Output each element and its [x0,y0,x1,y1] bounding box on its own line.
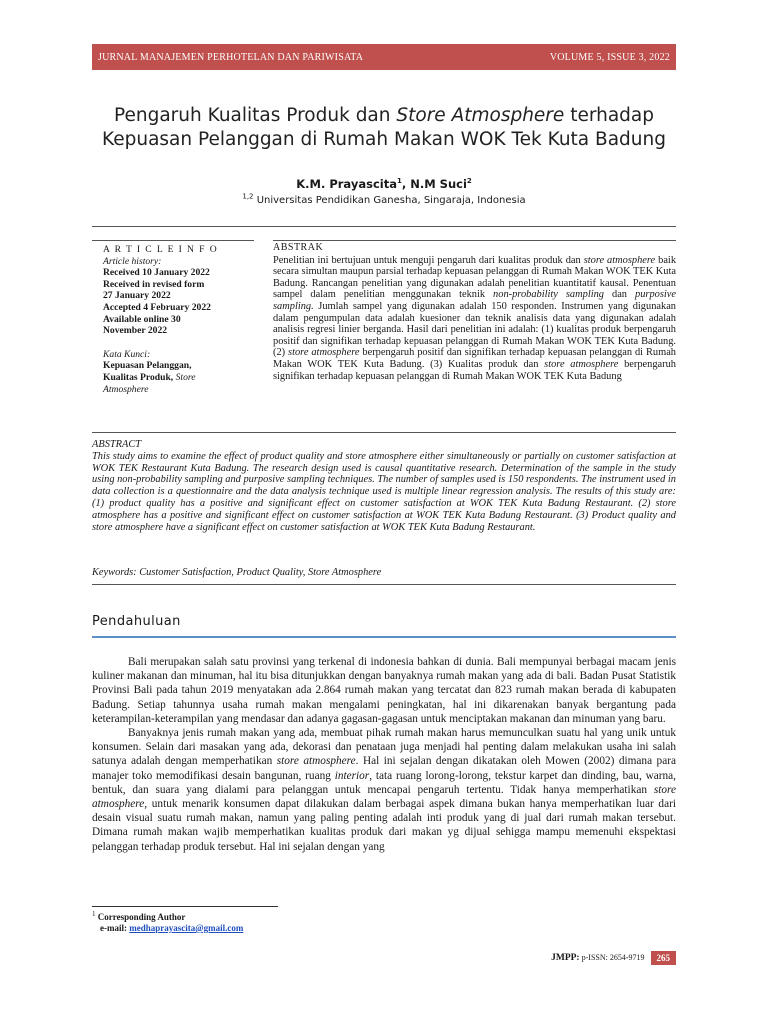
abstract-text: This study aims to examine the effect of product quality and store atmosphere either simultaneously or partially on customer satisfaction at WOK TEK Restaurant Kuta Badung. The research design used is causal quantitative research. Determination of the sample in the study using non-probability sampling and purposive sampling techniques. The number of samples used is 150 respondents. The instrument used in data collection is a questionnaire and the data analysis technique used is multiple linear regression analysis. The results of this study are: (1) product quality has a positive and significant effect on customer satisfaction at WOK TEK Kuta Badung Restaurant. (2) store atmosphere has a positive and significant effect on customer satisfaction at WOK TEK Kuta Badung Restaurant. (3) Product quality and store atmosphere have a significant effect on customer satisfaction at WOK TEK Kuta Badung Restaurant. [92,450,676,533]
abstract-heading: ABSTRACT [92,439,142,450]
article-info: A R T I C L E I N F O Article history: Received 10 January 2022 Received in revised form 27 January 2022 Accepted 4 February 2022 Available online 30 November 2022 Kata Kunci: Kepuasan Pelanggan, Kualitas Produk, Store Atmosphere [103,244,253,395]
author-list: K.M. Prayascita$^1$, N.M Suci$^2$ [296,177,472,191]
page-number: 265 [651,951,677,965]
abstrak-heading: ABSTRAK [273,242,324,253]
section-title: Pendahuluan [92,614,181,629]
divider-top [92,226,676,227]
footer-journal: JMPP: [551,953,580,963]
paper-title [92,104,676,152]
abstrak-block [273,242,676,382]
journal-name: JURNAL MANAJEMEN PERHOTELAN DAN PARIWISATA [98,51,364,63]
journal-volume: VOLUME 5, ISSUE 3, 2022 [549,51,670,63]
paragraph-1: Bali merupakan salah satu provinsi yang terkenal di indonesia bahkan di dunia. Bali mempunyai berbagai macam jenis kuliner makanan dan minuman, hal itu bisa ditunjukkan dengan banyaknya rumah makan yang ada di bali. Badan Pusat Statistik Provinsi Bali pada tahun 2019 menyatakan ada 2.864 rumah makan yang tercatat dan 823 rumah makan berada di kabupaten Badung. Setiap tahunnya usaha rumah makan mengalami peningkatan, hal ini dikarenakan banyak bergantung pada keterampilan-keterampilan yang mendasar dan adanya gagasan-gagasan untuk menciptakan makanan dan minuman yang baru. [92,656,676,725]
footnote-rule [92,906,278,907]
journal-header-band [92,44,676,70]
divider-info [92,240,254,241]
author-2: N.M Suci [410,177,467,191]
author-1: K.M. Prayascita [296,177,397,191]
keywords: Keywords: Customer Satisfaction, Product Quality, Store Atmosphere [92,567,382,578]
email-link[interactable]: medhaprayascita@gmail.com [129,923,244,933]
paragraph-2: Banyaknya jenis rumah makan yang ada, membuat pihak rumah makan harus memunculkan suatu hal yang unik untuk konsumen. Selain dari masakan yang ada, dekorasi dan penataan juga menjadi hal penting dalam melakukan usaha ini salah satunya adalah dengan memperhatikan store atmosphere. Hal ini sejalan dengan dikatakan oleh Mowen (2002) dimana para manajer toko memodifikasi desain bangunan, ruang interior, tata ruang lorong-lorong, tekstur karpet dan dinding, bau, warna, bentuk, dan suara yang dialami para pelanggan untuk mencapai pengaruh tertentu. Tidak hanya memperhatikan store atmosphere, untuk menarik konsumen dapat dilakukan dalam berbagai aspek dimana bukan hanya memperhatikan luar dari desain visual suatu rumah makan, namun yang paling penting adalah inti produk yang di jual dari rumah makan tersebut. Dimana rumah makan wajib memperhatikan kualitas produk dari makan yg dijual sehigga mampu memenuhi ekspektasi pelanggan terhadap produk tersebut. Hal ini sejalan dengan yang [92,727,676,853]
article-info-heading: A R T I C L E I N F O [103,244,219,255]
kata-kunci-label: Kata Kunci: [103,348,151,360]
abstrak-text: Penelitian ini bertujuan untuk menguji pengaruh dari kualitas produk dan store atmosphere baik secara simultan maupun parsial terhadap kepuasan pelanggan di Rumah Makan WOK TEK Kuta Badung. Rancangan penelitian yang digunakan adalah penelitian kuantitatif kausal. Penentuan sampel dalam penelitian menggunakan teknik non-probability sampling dan purposive sampling. Jumlah sampel yang digunakan adalah 150 responden. Instrumen yang digunakan dalam pengumpulan data adalah kuesioner dan teknik analisis data yang digunakan adalah analisis regresi linier berganda. Hasil dari penelitian ini adalah: (1) kualitas produk berpengaruh positif dan signifikan terhadap kepuasan pelanggan di Rumah Makan WOK TEK Kuta Badung. (2) store atmosphere berpengaruh positif dan signifikan terhadap kepuasan pelanggan di Rumah Makan WOK TEK Kuta Badung. (3) Kualitas produk dan store atmosphere berpengaruh signifikan terhadap kepuasan pelanggan di Rumah Makan WOK TEK Kuta Badung [273,254,677,382]
title-line-1: Pengaruh Kualitas Produk dan Store Atmosphere terhadap [114,105,654,126]
affiliation: $^{1,2}$ Universitas Pendidikan Ganesha, Singaraja, Indonesia [242,192,526,206]
body-text [92,655,676,854]
footnote: $^1$ Corresponding Author e-mail: medhaprayascita@gmail.com [92,910,244,933]
section-rule [92,636,676,638]
title-line-2: Kepuasan Pelanggan di Rumah Makan WOK Tek Kuta Badung [102,129,666,150]
divider-abstrak [273,240,676,241]
footer-issn: p-ISSN: 2654-9719 [579,953,645,962]
divider-keywords [92,584,676,585]
divider-abstract [92,432,676,433]
abstract-block [92,439,676,533]
page-footer [551,951,676,965]
